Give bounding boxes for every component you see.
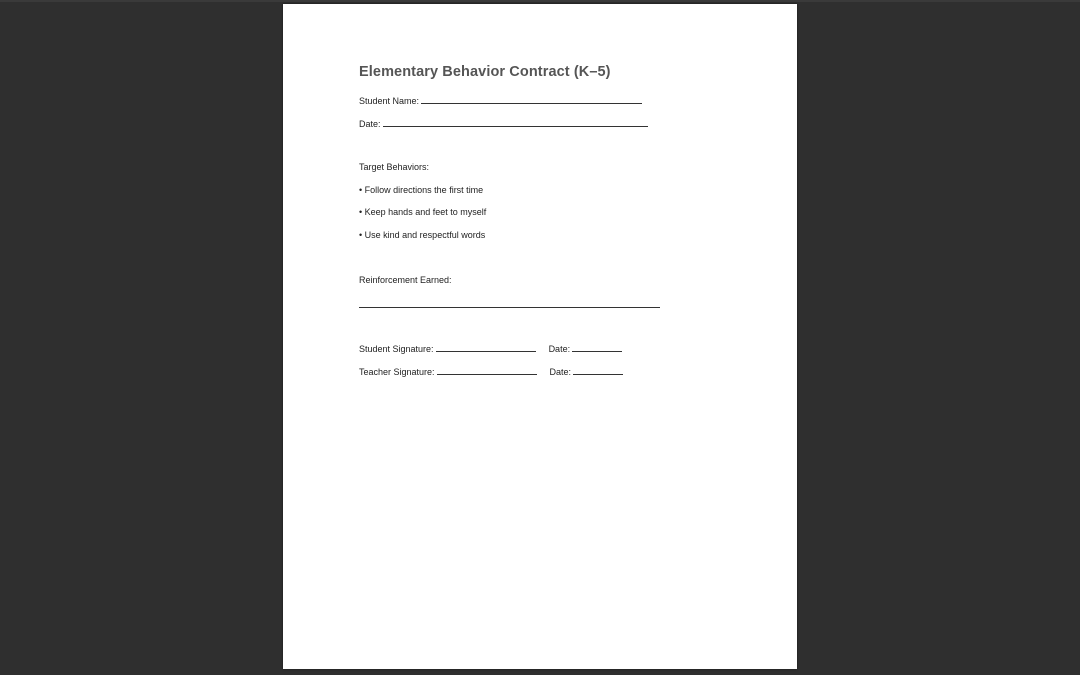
- teacher-signature-label: Teacher Signature:: [359, 367, 435, 377]
- date-label: Date:: [359, 119, 381, 129]
- teacher-signature-date-label: Date:: [549, 367, 572, 377]
- student-signature-date-label: Date:: [548, 344, 571, 354]
- document-title: Elementary Behavior Contract (K–5): [359, 64, 611, 80]
- behavior-item: • Follow directions the first time: [359, 185, 484, 195]
- student-signature-row: [359, 342, 622, 354]
- student-name-label: Student Name:: [359, 96, 420, 106]
- viewer-top-edge: [0, 0, 1080, 2]
- reinforcement-blank: [359, 298, 660, 308]
- student-name-row: [359, 94, 642, 106]
- teacher-signature-date-blank: [573, 365, 623, 375]
- reinforcement-heading: Reinforcement Earned:: [359, 275, 452, 285]
- reinforcement-row: [359, 298, 660, 310]
- date-blank: [383, 117, 648, 127]
- student-signature-blank: [436, 342, 536, 352]
- behavior-item: • Use kind and respectful words: [359, 230, 486, 240]
- student-signature-date-blank: [572, 342, 622, 352]
- date-row: [359, 117, 648, 129]
- behavior-item: • Keep hands and feet to myself: [359, 207, 487, 217]
- teacher-signature-blank: [437, 365, 537, 375]
- document-page: [283, 4, 797, 669]
- teacher-signature-row: [359, 365, 623, 377]
- target-behaviors-heading: Target Behaviors:: [359, 162, 430, 172]
- student-signature-label: Student Signature:: [359, 344, 434, 354]
- student-name-blank: [421, 94, 642, 104]
